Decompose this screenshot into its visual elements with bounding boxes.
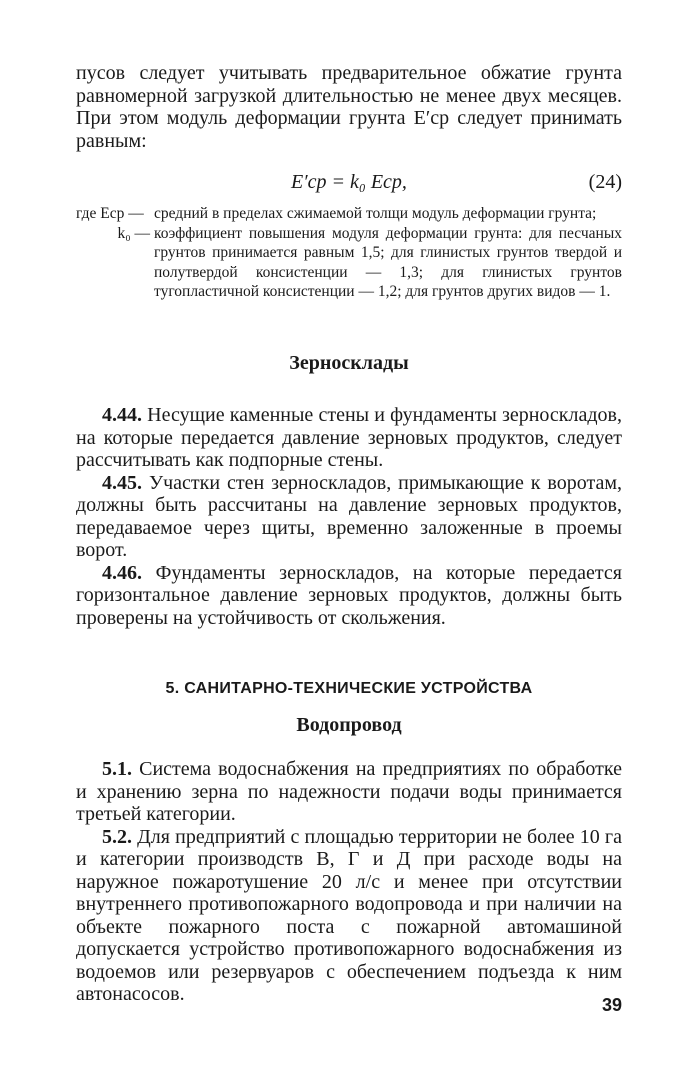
clause-4-44 [76, 404, 622, 472]
clause-text: Участки стен зерноскладов, примыкающие к воротам, должны быть рассчитаны на давление зерновых продуктов, передаваемое через щиты, временно заложенные в проемы ворот. [76, 471, 622, 561]
water-supply-section [76, 758, 622, 1006]
clause-5-1 [76, 758, 622, 826]
formula-number: (24) [588, 171, 622, 193]
heading-granary: Зерносклады [289, 352, 409, 374]
section-title: 5. САНИТАРНО-ТЕХНИЧЕСКИЕ УСТРОЙСТВА [165, 680, 533, 697]
continuation-text [76, 62, 622, 152]
granary-section [76, 404, 622, 629]
clause-number: 5.1. [102, 758, 132, 780]
clause-number: 4.46. [102, 561, 142, 584]
formula-24 [76, 170, 622, 194]
clause-text: Несущие каменные стены и фундаменты зерноскладов, на которые передается давление зерновых продуктов, следует рассчитывать как подпорные стены. [76, 404, 622, 471]
clause-4-45 [76, 472, 622, 562]
definition-symbol: k₀ — [117, 224, 150, 242]
heading-water-supply: Водопровод [296, 714, 402, 736]
clause-number: 4.45. [102, 471, 142, 494]
clause-text: Для предприятий с площадью территории не более 10 га и категории производств В, Г и Д при расходе воды на наружное пожаротушение 20 л/с и менее при отсутствии внутреннего противопожарного водопровода и при наличии на объекте пожарного поста с пожарной автомашиной допускается устройство противопожарного водоснабжения из водоемов или резервуаров с обеспечением подъезда к ним автонасосов. [76, 825, 622, 1005]
clause-text: Система водоснабжения на предприятиях по обработке и хранению зерна по надежности подачи воды принимается третьей категории. [76, 758, 622, 825]
definition-item [76, 204, 622, 224]
definition-text: коэффициент повышения модуля деформации грунта: для песчаных грунтов принимается равным 1,5; для глинистых грунтов твердой и полутвердой консистенции — 1,3; для глинистых грунтов тугопластичной консистенции — 1,2; для грунтов других видов — 1. [154, 224, 622, 300]
definition-item [76, 224, 622, 302]
page-number: 39 [601, 995, 622, 1015]
definition-text: средний в пределах сжимаемой толщи модуль деформации грунта; [154, 205, 597, 222]
clause-5-2 [76, 826, 622, 1006]
clause-number: 5.2. [102, 825, 132, 848]
continuation-paragraph: пусов следует учитывать предварительное обжатие грунта равномерной загрузкой длительностью не менее двух месяцев. При этом модуль деформации грунта E′ср следует принимать равным: [76, 62, 622, 152]
definitions-list [76, 204, 622, 302]
formula-expression: E′ср = k₀ Eср, [291, 171, 407, 193]
clause-number: 4.44. [102, 404, 142, 426]
clause-4-46 [76, 562, 622, 630]
definition-symbol: где Eср — [76, 205, 144, 222]
clause-text: Фундаменты зерноскладов, на которые передается горизонтальное давление зерновых продуктов, должны быть проверены на устойчивость от скольжения. [76, 561, 622, 629]
